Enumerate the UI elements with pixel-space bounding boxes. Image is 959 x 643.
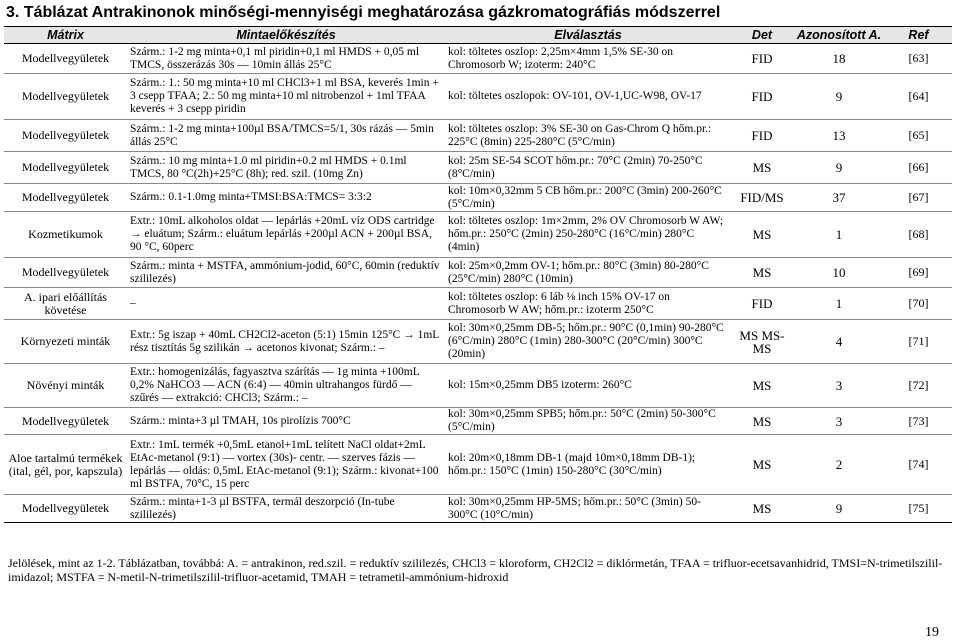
- table-row: [4, 74, 952, 120]
- table-row: [4, 435, 952, 495]
- cell-id: 3: [793, 364, 885, 408]
- table-body: [4, 44, 952, 523]
- cell-id: 10: [793, 258, 885, 288]
- cell-sep: kol: töltetes oszlopok: OV-101, OV-1,UC-W98, OV-17: [445, 74, 731, 120]
- cell-sep: kol: 10m×0,32mm 5 CB hőm.pr.: 200°C (3min) 200-260°C (5°C/min): [445, 184, 731, 212]
- header-sep: Elválasztás: [445, 27, 731, 44]
- cell-matrix: Modellvegyületek: [4, 495, 127, 523]
- table-row: [4, 258, 952, 288]
- cell-id: 3: [793, 408, 885, 435]
- cell-sep: kol: 25m SE-54 SCOT hőm.pr.: 70°C (2min) 70-250°C (8°C/min): [445, 152, 731, 184]
- header-matrix: Mátrix: [4, 27, 127, 44]
- cell-sep: kol: 30m×0,25mm HP-5MS; hőm.pr.: 50°C (3min) 50-300°C (10°C/min): [445, 495, 731, 523]
- cell-ref: [70]: [885, 288, 952, 320]
- footnote: Jelölések, mint az 1-2. Táblázatban, továbbá: A. = antrakinon, red.szil. = reduktív szililezés, CHCl3 = kloroform, CH2Cl2 = diklórmetán, TFAA = trifluor-ecetsavanhidrid, TMSI=N-trimetilszilil-imidazol; MSTFA = N-metil-N-trimetilszilil-trifluor-acetamid, TMAH = tetrametil-ammónium-hidroxid: [8, 556, 943, 584]
- cell-matrix: Modellvegyületek: [4, 152, 127, 184]
- cell-sep: kol: töltetes oszlop: 6 láb ⅛ inch 15% OV-17 on Chromosorb W AW; hőm.pr.: izoterm 250°C: [445, 288, 731, 320]
- page-number: 19: [925, 625, 939, 640]
- cell-sep: kol: töltetes oszlop: 1m×2mm, 2% OV Chromosorb W AW; hőm.pr.: 250°C (2min) 250-280°C (16°C/min) 280°C (4min): [445, 212, 731, 258]
- cell-matrix: Modellvegyületek: [4, 408, 127, 435]
- cell-matrix: Aloe tartalmú termékek (ital, gél, por, kapszula): [4, 435, 127, 495]
- table-row: [4, 152, 952, 184]
- cell-det: FID: [731, 120, 793, 152]
- table-row: [4, 364, 952, 408]
- table-row: [4, 495, 952, 523]
- header-ref: Ref: [885, 27, 952, 44]
- cell-prep: –: [127, 288, 445, 320]
- cell-sep: kol: töltetes oszlop: 2,25m×4mm 1,5% SE-30 on Chromosorb W; izoterm: 240°C: [445, 44, 731, 74]
- cell-ref: [63]: [885, 44, 952, 74]
- table-row: [4, 212, 952, 258]
- cell-ref: [65]: [885, 120, 952, 152]
- cell-prep: Szárm.: 0.1-1.0mg minta+TMSI:BSA:TMCS= 3:3:2: [127, 184, 445, 212]
- cell-id: 1: [793, 212, 885, 258]
- header-prep: Mintaelőkészítés: [127, 27, 445, 44]
- cell-matrix: Modellvegyületek: [4, 74, 127, 120]
- header-id: Azonosított A.: [793, 27, 885, 44]
- table-row: [4, 120, 952, 152]
- cell-id: 9: [793, 495, 885, 523]
- cell-ref: [73]: [885, 408, 952, 435]
- cell-prep: Szárm.: minta+1-3 µl BSTFA, termál deszorpció (In-tube szililezés): [127, 495, 445, 523]
- cell-prep: Extr.: 10mL alkoholos oldat — lepárlás +20mL víz ODS cartridge → eluátum; Szárm.: eluátum lepárlás +200µl ACN + 200µl BSA, 90 °C, 60perc: [127, 212, 445, 258]
- antrakinon-table: [4, 26, 952, 523]
- cell-prep: Szárm.: minta + MSTFA, ammónium-jodid, 60°C, 60min (reduktív szililezés): [127, 258, 445, 288]
- cell-sep: kol: 30m×0,25mm DB-5; hőm.pr.: 90°C (0,1min) 90-280°C (6°C/min) 280°C (1min) 280-300°C (20°C/min) 300°C (20min): [445, 320, 731, 364]
- cell-id: 13: [793, 120, 885, 152]
- cell-det: MS: [731, 152, 793, 184]
- table-title: 3. Táblázat Antrakinonok minőségi-mennyiségi meghatározása gázkromatográfiás módszerrel: [6, 4, 721, 21]
- cell-det: MS: [731, 408, 793, 435]
- cell-prep: Szárm.: 1-2 mg minta+100µl BSA/TMCS=5/1, 30s rázás — 5min állás 25°C: [127, 120, 445, 152]
- cell-ref: [72]: [885, 364, 952, 408]
- cell-ref: [75]: [885, 495, 952, 523]
- cell-ref: [66]: [885, 152, 952, 184]
- cell-sep: kol: töltetes oszlop: 3% SE-30 on Gas-Chrom Q hőm.pr.: 225°C (8min) 225-280°C (5°C/min): [445, 120, 731, 152]
- cell-prep: Extr.: 1mL termék +0,5mL etanol+1mL telített NaCl oldat+2mL EtAc-metanol (9:1) — vortex (30s)- centr. — szerves fázis — lepárlás — oldás: 0,5mL EtAc-metanol (9:1); Szárm.: kivonat+100 ml BSTFA, 70°C, 15 perc: [127, 435, 445, 495]
- cell-ref: [67]: [885, 184, 952, 212]
- cell-matrix: A. ipari előállítás követése: [4, 288, 127, 320]
- cell-det: MS: [731, 435, 793, 495]
- cell-matrix: Növényi minták: [4, 364, 127, 408]
- cell-det: FID: [731, 74, 793, 120]
- cell-id: 9: [793, 152, 885, 184]
- cell-sep: kol: 15m×0,25mm DB5 izoterm: 260°C: [445, 364, 731, 408]
- cell-matrix: Modellvegyületek: [4, 44, 127, 74]
- cell-matrix: Modellvegyületek: [4, 120, 127, 152]
- cell-ref: [74]: [885, 435, 952, 495]
- cell-sep: kol: 25m×0,2mm OV-1; hőm.pr.: 80°C (3min) 80-280°C (25°C/min) 280°C (10min): [445, 258, 731, 288]
- cell-id: 1: [793, 288, 885, 320]
- cell-sep: kol: 20m×0,18mm DB-1 (majd 10m×0,18mm DB-1); hőm.pr.: 150°C (1min) 150-280°C (30°C/min): [445, 435, 731, 495]
- cell-det: MS MS-MS: [731, 320, 793, 364]
- cell-det: FID/MS: [731, 184, 793, 212]
- cell-id: 18: [793, 44, 885, 74]
- cell-prep: Extr.: homogenizálás, fagyasztva szárítás — 1g minta +100mL 0,2% NaHCO3 — ACN (6:4) — 40min ultrahangos fürdő — szűrés — extrakció: CHCl3; Szárm.: –: [127, 364, 445, 408]
- cell-id: 4: [793, 320, 885, 364]
- cell-det: FID: [731, 44, 793, 74]
- cell-ref: [69]: [885, 258, 952, 288]
- cell-prep: Szárm.: 10 mg minta+1.0 ml piridin+0.2 ml HMDS + 0.1ml TMCS, 80 °C(2h)+25°C (8h); red. szil. (10mg Zn): [127, 152, 445, 184]
- cell-prep: Szárm.: 1-2 mg minta+0,1 ml piridin+0,1 ml HMDS + 0,05 ml TMCS, összerázás 30s — 10min állás 25°C: [127, 44, 445, 74]
- table-row: [4, 184, 952, 212]
- cell-id: 9: [793, 74, 885, 120]
- table-row: [4, 320, 952, 364]
- cell-prep: Szárm.: 1.: 50 mg minta+10 ml CHCl3+1 ml BSA, keverés 1min + 3 csepp TFAA; 2.: 50 mg minta+10 ml nitrobenzol + 1ml TFAA keverés + 3 csepp piridin: [127, 74, 445, 120]
- cell-det: MS: [731, 495, 793, 523]
- table-row: [4, 44, 952, 74]
- cell-det: MS: [731, 364, 793, 408]
- cell-ref: [64]: [885, 74, 952, 120]
- cell-matrix: Modellvegyületek: [4, 258, 127, 288]
- cell-matrix: Modellvegyületek: [4, 184, 127, 212]
- cell-ref: [71]: [885, 320, 952, 364]
- table-row: [4, 288, 952, 320]
- cell-prep: Szárm.: minta+3 µl TMAH, 10s pirolízis 700°C: [127, 408, 445, 435]
- cell-det: FID: [731, 288, 793, 320]
- cell-det: MS: [731, 212, 793, 258]
- cell-id: 2: [793, 435, 885, 495]
- table-header-row: [4, 27, 952, 44]
- cell-id: 37: [793, 184, 885, 212]
- cell-matrix: Környezeti minták: [4, 320, 127, 364]
- cell-ref: [68]: [885, 212, 952, 258]
- table-row: [4, 408, 952, 435]
- cell-sep: kol: 30m×0,25mm SPB5; hőm.pr.: 50°C (2min) 50-300°C (5°C/min): [445, 408, 731, 435]
- header-det: Det: [731, 27, 793, 44]
- cell-prep: Extr.: 5g iszap + 40mL CH2Cl2-aceton (5:1) 15min 125°C → 1mL rész tisztítás 5g szilikán → acetonos kivonat; Szárm.: –: [127, 320, 445, 364]
- cell-matrix: Kozmetikumok: [4, 212, 127, 258]
- cell-det: MS: [731, 258, 793, 288]
